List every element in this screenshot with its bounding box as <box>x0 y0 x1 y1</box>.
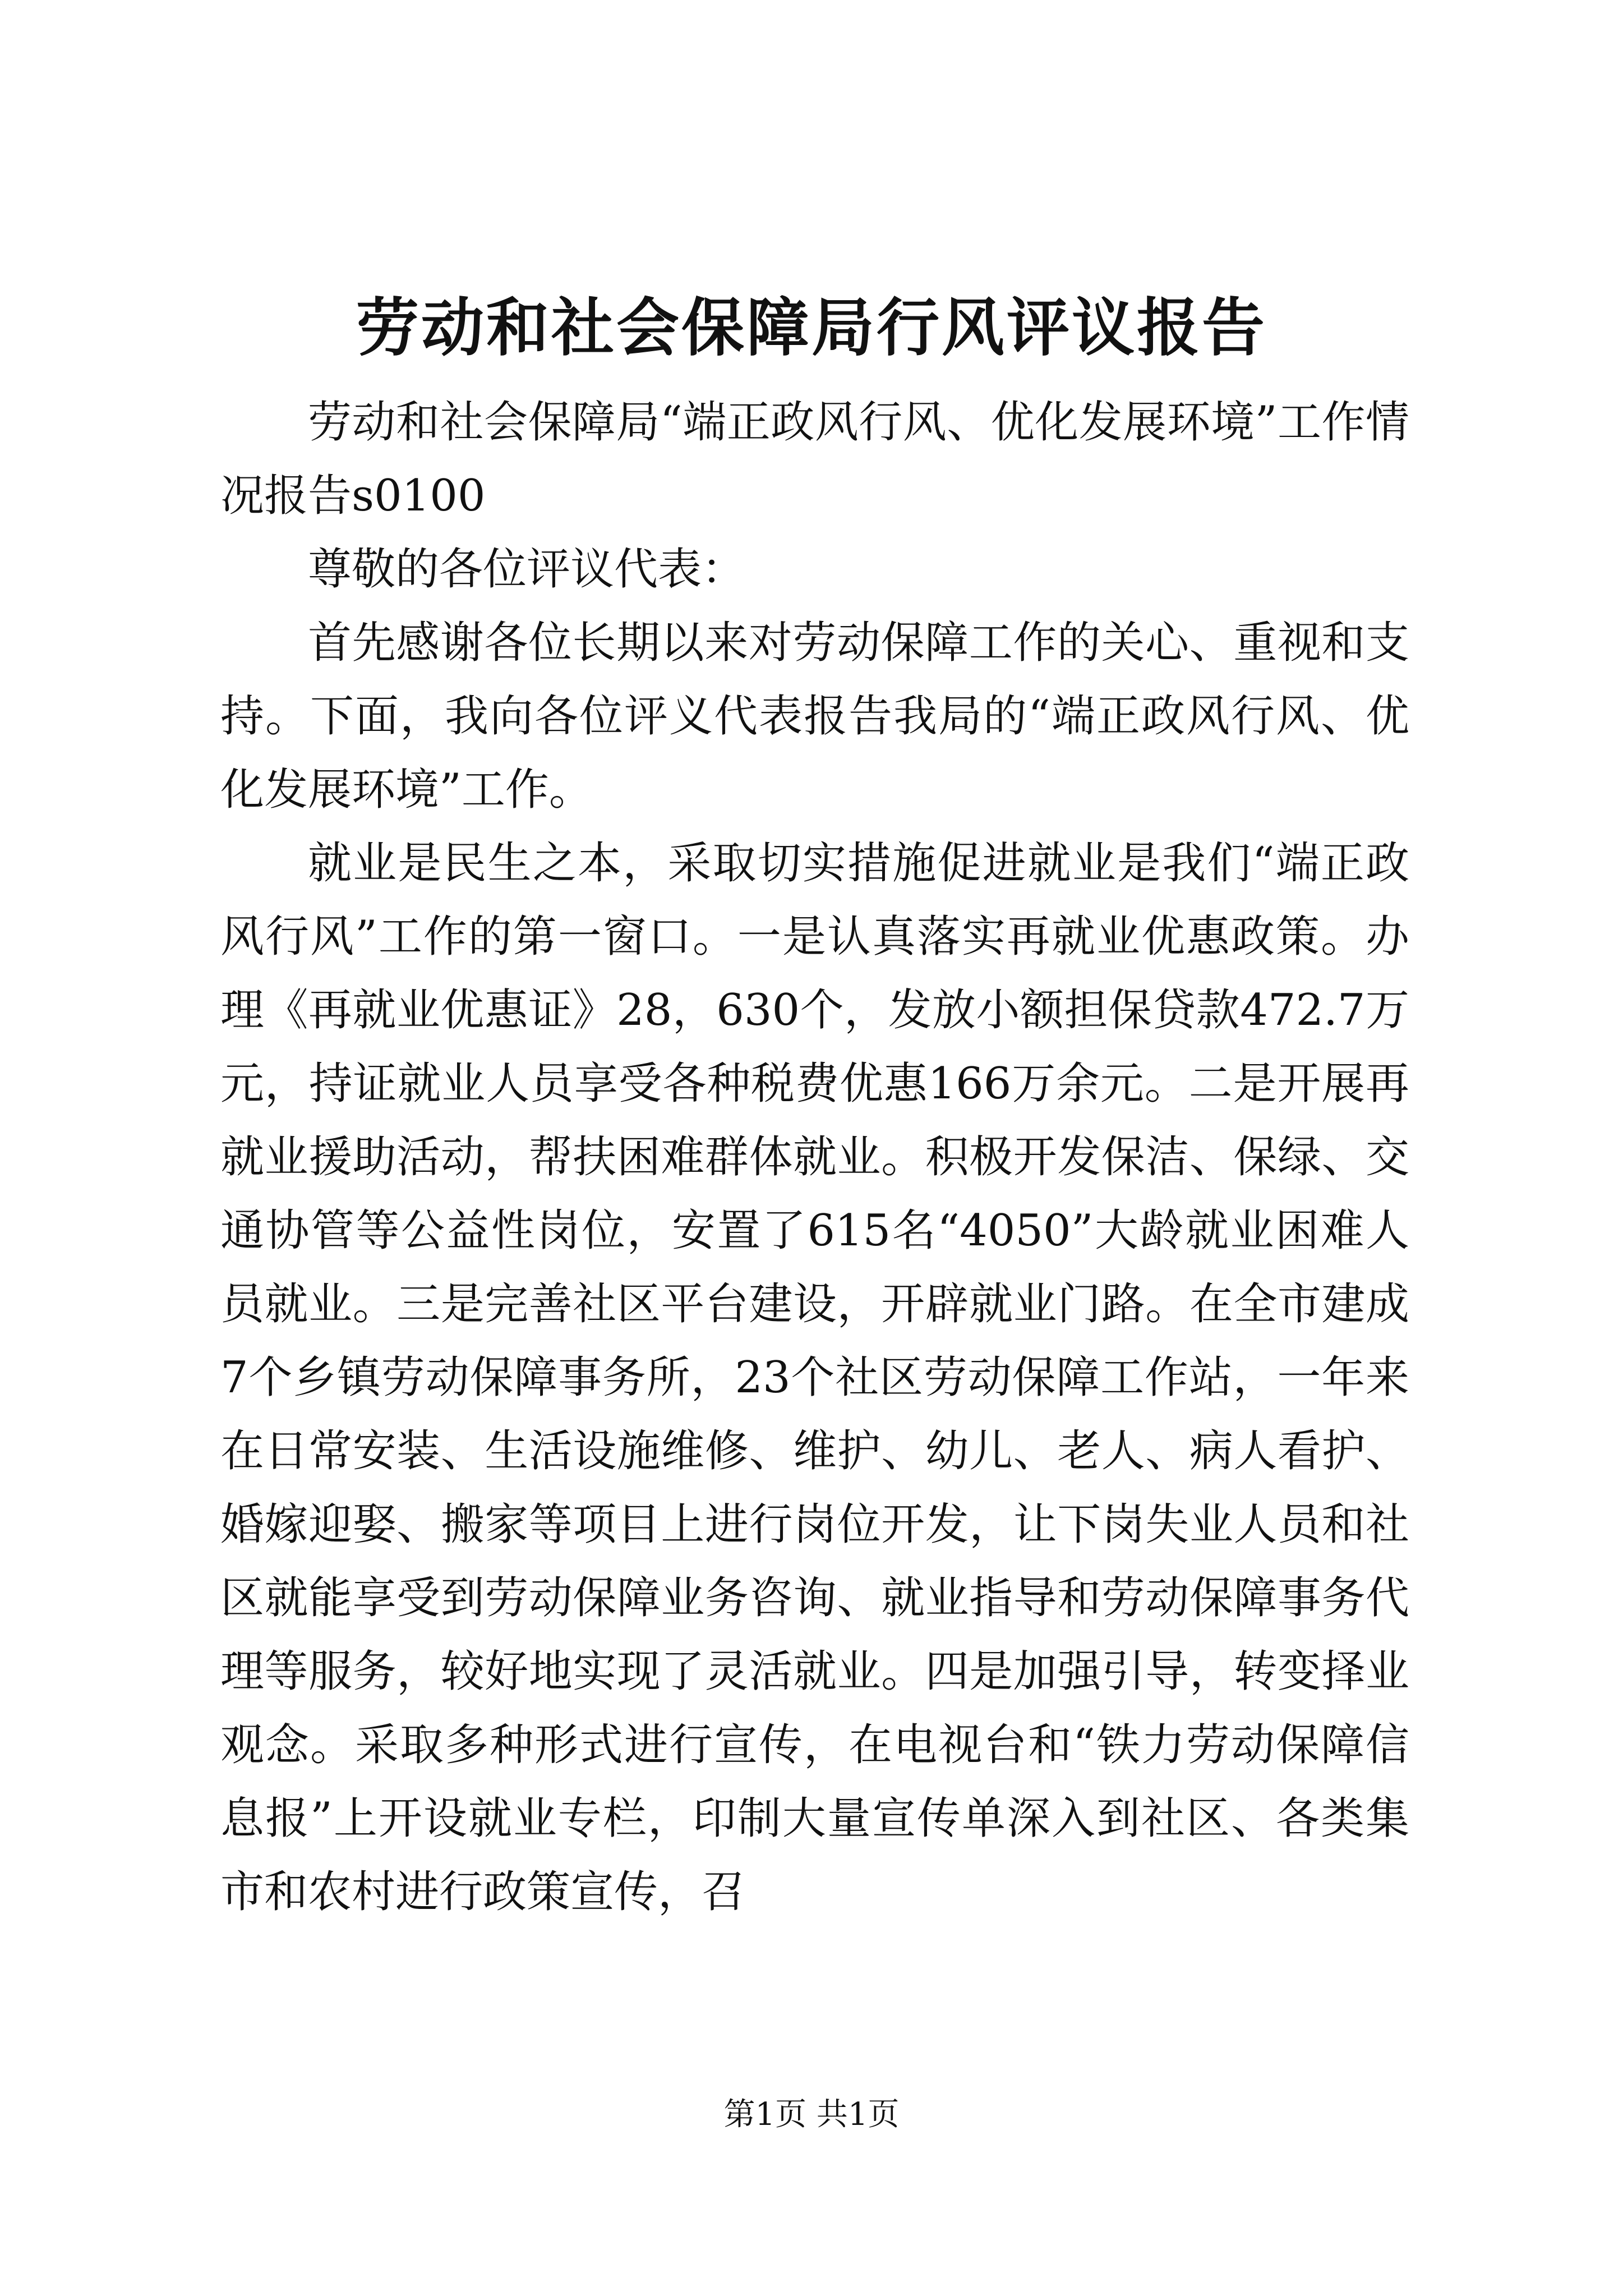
paragraph-report-heading: 劳动和社会保障局“端正政风行风、优化发展环境”工作情况报告s0100 <box>220 397 1409 521</box>
document-body <box>220 386 1409 1929</box>
page-number-footer: 第1页 共1页 <box>723 2096 900 2133</box>
document-title: 劳动和社会保障局行风评议报告 <box>356 291 1267 365</box>
paragraph-salutation: 尊敬的各位评议代表： <box>308 544 746 595</box>
paragraph-employment: 就业是民生之本，采取切实措施促进就业是我们“端正政风行风”工作的第一窗口。一是认真落实再就业优惠政策。办理《再就业优惠证》28，630个，发放小额担保贷款472.7万元，持证就业人员享受各种税费优惠166万余元。二是开展再就业援助活动，帮扶困难群体就业。积极开发保洁、保绿、交通协管等公益性岗位，安置了615名“4050”大龄就业困难人员就业。三是完善社区平台建设，开辟就业门路。在全市建成7个乡镇劳动保障事务所，23个社区劳动保障工作站，一年来在日常安装、生活设施维修、维护、幼儿、老人、病人看护、婚嫁迎娶、搬家等项目上进行岗位开发，让下岗失业人员和社区就能享受到劳动保障业务咨询、就业指导和劳动保障事务代理等服务，较好地实现了灵活就业。四是加强引导，转变择业观念。采取多种形式进行宣传，在电视台和“铁力劳动保障信息报”上开设就业专栏，印制大量宣传单深入到社区、各类集市和农村进行政策宣传，召 <box>220 838 1409 1917</box>
paragraph-introduction: 首先感谢各位长期以来对劳动保障工作的关心、重视和支持。下面，我向各位评义代表报告我局的“端正政风行风、优化发展环境”工作。 <box>220 618 1409 815</box>
